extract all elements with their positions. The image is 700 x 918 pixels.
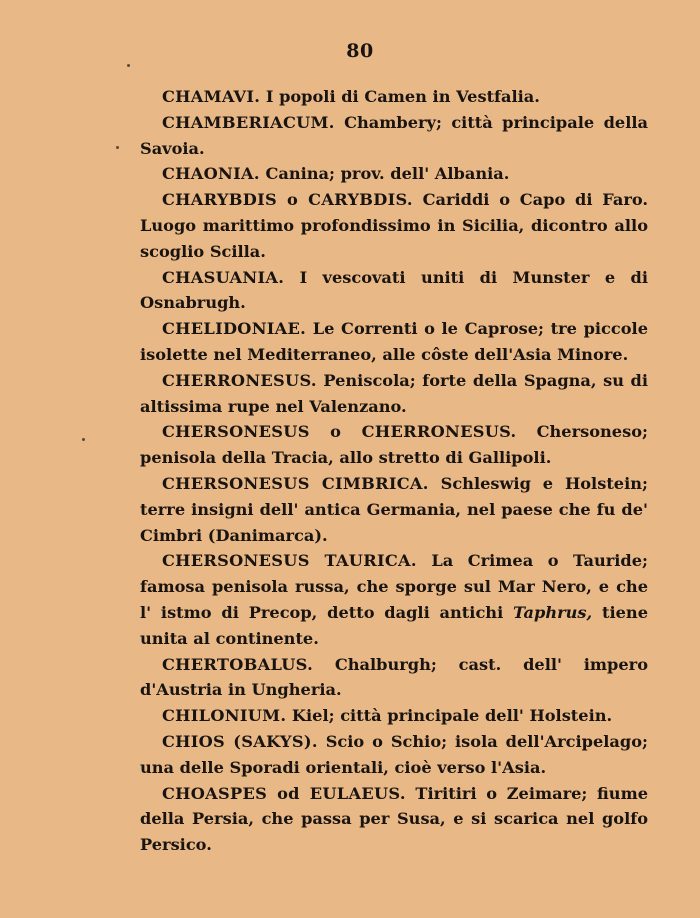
- entry: [140, 419, 648, 471]
- print-speck: [82, 438, 85, 441]
- entry-headword: CHASUANIA.: [162, 267, 285, 287]
- print-speck: [127, 64, 130, 67]
- entry-gloss: I popoli di Camen in Vestfalia.: [265, 87, 540, 106]
- entry-gloss: I vescovati uniti di Munster e di Osnabrugh.: [140, 267, 648, 313]
- entry: [140, 548, 648, 651]
- entry-list: [140, 84, 648, 858]
- entry: [140, 84, 648, 110]
- entry: [140, 265, 648, 317]
- entry-headword: CHAONIA.: [162, 164, 260, 184]
- entry-gloss-text: La Crimea o Tauride; famosa penisola russa, che sporge sul Mar Nero, e che l' istmo di Precop, detto dagli antichi: [140, 551, 649, 622]
- entry-gloss: Chersoneso; penisola della Tracia, allo stretto di Gallipoli.: [140, 422, 648, 468]
- entry: [140, 187, 648, 264]
- print-speck: [116, 146, 119, 149]
- entry-gloss: Cariddi o Capo di Faro. Luogo marittimo profondissimo in Sicilia, dicontro allo scoglio Scilla.: [140, 190, 649, 261]
- entry-headword: CHERSONESUS o CHERRONESUS.: [162, 422, 517, 442]
- entry: [140, 652, 648, 704]
- entry-headword: CHAMAVI.: [162, 87, 261, 106]
- entry-gloss: Kiel; città principale dell' Holstein.: [291, 706, 613, 726]
- entry: [140, 781, 648, 858]
- entry-gloss-tail: tiene unita al continente.: [140, 602, 648, 648]
- entry-headword: CHELIDONIAE.: [162, 319, 307, 339]
- entry: [140, 161, 648, 187]
- entry-headword: CHOASPES od EULAEUS.: [162, 783, 406, 803]
- entry-gloss: Tiritiri o Zeimare; fiume della Persia, che passa per Susa, e si scarica nel golfo Persico.: [140, 783, 649, 855]
- entry-gloss: Schleswig e Holstein; terre insigni dell' antica Germania, nel paese che fu de' Cimbri (Danimarca).: [140, 473, 648, 545]
- entry-headword: CHERRONESUS.: [162, 370, 317, 390]
- entry-gloss: Canina; prov. dell' Albania.: [265, 164, 510, 184]
- entry: [140, 110, 648, 162]
- entry: [140, 729, 648, 781]
- entry-headword: CHILONIUM.: [162, 706, 287, 726]
- entry-headword: CHERSONESUS TAURICA.: [162, 551, 417, 571]
- entry: [140, 703, 648, 729]
- page-number: 80: [346, 40, 374, 62]
- entry: [140, 471, 648, 548]
- entry-gloss: Le Correnti o le Caprose; tre piccole isolette nel Mediterraneo, alle côste dell'Asia Minore.: [140, 319, 648, 364]
- entry: [140, 316, 648, 368]
- entry-gloss: Scio o Schio; isola dell'Arcipelago; una delle Sporadi orientali, cioè verso l'Asia.: [140, 731, 648, 777]
- entry-headword: CHERSONESUS CIMBRICA.: [162, 473, 429, 493]
- entry-gloss: Chalburgh; cast. dell' impero d'Austria in Ungheria.: [140, 654, 648, 700]
- entry-gloss-italic: Taphrus,: [513, 602, 593, 622]
- entry-headword: CHAMBERIACUM.: [162, 112, 335, 132]
- entry-gloss: Peniscola; forte della Spagna, su di altissima rupe nel Valenzano.: [140, 370, 649, 416]
- entry: [140, 368, 648, 420]
- entry-headword: CHERTOBALUS.: [162, 654, 314, 674]
- entry-headword: CHIOS (SAKYS).: [162, 731, 318, 751]
- entry-gloss: Chambery; città principale della Savoia.: [140, 112, 648, 158]
- entry-headword: CHARYBDIS o CARYBDIS.: [162, 190, 413, 210]
